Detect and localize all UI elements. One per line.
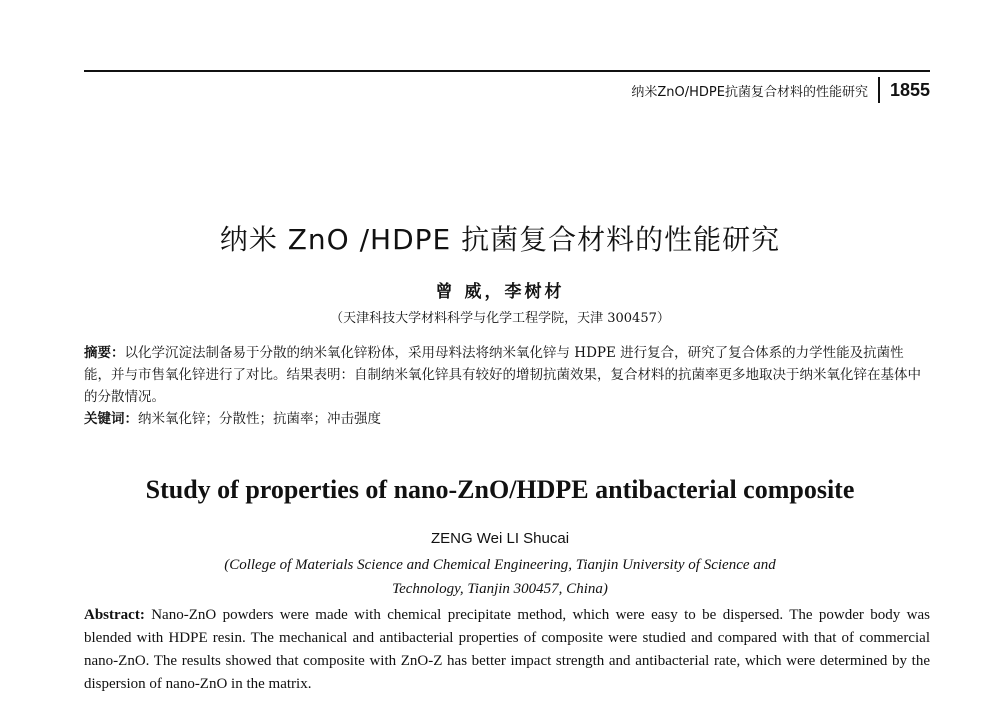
english-abstract [84,604,930,696]
chinese-keywords-text: 纳米氧化锌；分散性；抗菌率；冲击强度 [138,411,381,427]
english-affiliation-line2: Technology, Tianjin 300457, China) [392,581,608,597]
chinese-keywords [84,408,930,430]
english-affiliation [0,553,1000,601]
running-title: 纳米ZnO/HDPE抗菌复合材料的性能研究 [631,84,868,100]
header-rule [84,70,930,72]
running-header [631,77,930,103]
chinese-affiliation: （天津科技大学材料科学与化学工程学院，天津 300457） [330,311,670,326]
page-number: 1855 [889,79,930,100]
english-abstract-label: Abstract: [84,607,145,623]
chinese-abstract-text: 以化学沉淀法制备易于分散的纳米氧化锌粉体，采用母料法将纳米氧化锌与 HDPE 进行复合，研究了复合体系的力学性能及抗菌性能，并与市售氧化锌进行了对比。结果表明：自制纳米氧化锌具有较好的增韧抗菌效果，复合材料的抗菌率更多地取决于纳米氧化锌在基体中的分散情况。 [84,345,921,405]
chinese-abstract [84,342,930,408]
chinese-authors: 曾 威，李树材 [435,282,565,302]
chinese-keywords-label: 关键词： [84,411,138,427]
english-abstract-text: Nano-ZnO powders were made with chemical precipitate method, which were easy to be dispersed. The powder body was blended with HDPE resin. The mechanical and antibacterial properties of composite were studied and compared with that of commercial nano-ZnO. The results showed that composite with ZnO-Z has better impact strength and antibacterial rate, which were determined by the dispersion of nano-ZnO in the matrix. [84,607,931,692]
header-divider [878,77,880,103]
chinese-title: 纳米 ZnO /HDPE 抗菌复合材料的性能研究 [219,223,781,256]
chinese-abstract-label: 摘要： [84,345,125,361]
english-affiliation-line1: (College of Materials Science and Chemical Engineering, Tianjin University of Science and [224,557,776,573]
english-title: Study of properties of nano-ZnO/HDPE antibacterial composite [145,475,855,504]
chinese-abstract-block [84,342,930,430]
english-authors: ZENG Wei LI Shucai [430,530,570,547]
